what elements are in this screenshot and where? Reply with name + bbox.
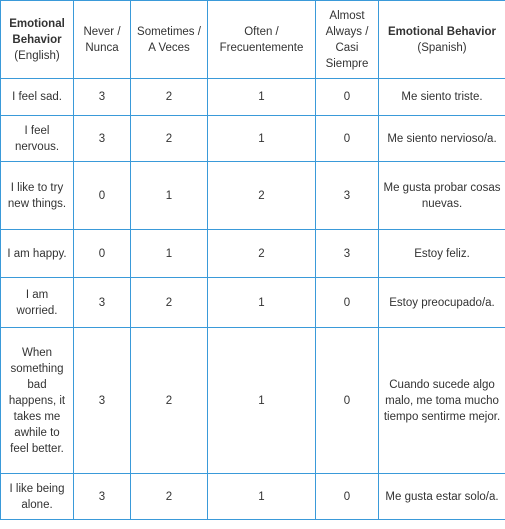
cell-english: I am worried. bbox=[1, 278, 74, 328]
header-english-title: Emotional Behavior bbox=[9, 17, 65, 46]
cell-sometimes: 2 bbox=[131, 474, 208, 520]
header-english bbox=[1, 1, 74, 79]
cell-english: I am happy. bbox=[1, 230, 74, 278]
cell-spanish: Cuando sucede algo malo, me toma mucho tiempo sentirme mejor. bbox=[379, 328, 505, 474]
cell-often: 1 bbox=[208, 328, 316, 474]
cell-often: 2 bbox=[208, 230, 316, 278]
cell-sometimes: 2 bbox=[131, 79, 208, 116]
cell-spanish: Me gusta probar cosas nuevas. bbox=[379, 162, 505, 230]
cell-never: 3 bbox=[74, 116, 131, 162]
cell-often: 1 bbox=[208, 474, 316, 520]
cell-often: 1 bbox=[208, 116, 316, 162]
cell-never: 3 bbox=[74, 79, 131, 116]
cell-spanish: Estoy preocupado/a. bbox=[379, 278, 505, 328]
cell-sometimes: 2 bbox=[131, 328, 208, 474]
table-row bbox=[1, 230, 505, 278]
cell-spanish: Me siento triste. bbox=[379, 79, 505, 116]
cell-almost-always: 3 bbox=[316, 230, 379, 278]
cell-never: 0 bbox=[74, 162, 131, 230]
cell-almost-always: 0 bbox=[316, 116, 379, 162]
cell-spanish: Estoy feliz. bbox=[379, 230, 505, 278]
cell-sometimes: 2 bbox=[131, 278, 208, 328]
cell-english: When something bad happens, it takes me awhile to feel better. bbox=[1, 328, 74, 474]
cell-never: 0 bbox=[74, 230, 131, 278]
table-row bbox=[1, 116, 505, 162]
table-row bbox=[1, 162, 505, 230]
cell-english: I feel nervous. bbox=[1, 116, 74, 162]
header-spanish-title: Emotional Behavior bbox=[388, 25, 496, 38]
cell-never: 3 bbox=[74, 474, 131, 520]
cell-almost-always: 0 bbox=[316, 474, 379, 520]
cell-often: 1 bbox=[208, 79, 316, 116]
cell-english: I like being alone. bbox=[1, 474, 74, 520]
header-sometimes: Sometimes / A Veces bbox=[131, 1, 208, 79]
cell-often: 2 bbox=[208, 162, 316, 230]
cell-sometimes: 2 bbox=[131, 116, 208, 162]
cell-sometimes: 1 bbox=[131, 162, 208, 230]
table-row bbox=[1, 328, 505, 474]
header-spanish bbox=[379, 1, 505, 79]
header-never: Never / Nunca bbox=[74, 1, 131, 79]
cell-spanish: Me gusta estar solo/a. bbox=[379, 474, 505, 520]
cell-almost-always: 0 bbox=[316, 278, 379, 328]
cell-spanish: Me siento nervioso/a. bbox=[379, 116, 505, 162]
header-english-sub: (English) bbox=[14, 49, 60, 62]
cell-never: 3 bbox=[74, 328, 131, 474]
table-row bbox=[1, 278, 505, 328]
cell-english: I like to try new things. bbox=[1, 162, 74, 230]
header-often: Often / Frecuentemente bbox=[208, 1, 316, 79]
header-row bbox=[1, 1, 505, 79]
table-row bbox=[1, 474, 505, 520]
cell-never: 3 bbox=[74, 278, 131, 328]
cell-often: 1 bbox=[208, 278, 316, 328]
cell-sometimes: 1 bbox=[131, 230, 208, 278]
header-spanish-sub: (Spanish) bbox=[417, 41, 467, 54]
cell-almost-always: 3 bbox=[316, 162, 379, 230]
header-almost-always: Almost Always / Casi Siempre bbox=[316, 1, 379, 79]
cell-almost-always: 0 bbox=[316, 79, 379, 116]
cell-almost-always: 0 bbox=[316, 328, 379, 474]
table-row bbox=[1, 79, 505, 116]
cell-english: I feel sad. bbox=[1, 79, 74, 116]
